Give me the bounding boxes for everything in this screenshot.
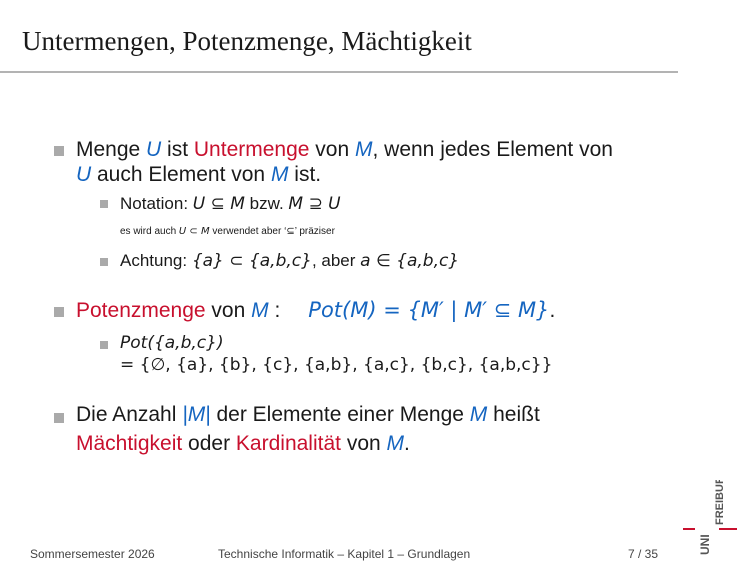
- text: , aber: [311, 251, 361, 270]
- pot-example-line-2: = {∅, {a}, {b}, {c}, {a,b}, {a,c}, {b,c}, {a,b,c}}: [120, 355, 553, 375]
- title-divider: [0, 71, 678, 73]
- text: oder: [182, 432, 236, 455]
- text: von: [340, 432, 387, 455]
- text: der Elemente einer Menge: [210, 403, 470, 426]
- slide-title: Untermengen, Potenzmenge, Mächtigkeit: [22, 26, 472, 56]
- footer-page-number: 7 / 35: [628, 547, 659, 561]
- footer-course: Technische Informatik – Kapitel 1 – Grundlagen: [218, 547, 471, 561]
- sub-bullet-marker: [100, 200, 108, 208]
- text: Notation:: [120, 194, 193, 213]
- term-maechtigkeit: Mächtigkeit: [76, 432, 183, 455]
- footer-semester: Sommersemester 2026: [30, 547, 155, 561]
- text: heißt: [487, 403, 540, 426]
- bullet-marker: [54, 307, 64, 317]
- bullet-1-line-1: [76, 138, 613, 162]
- text: bzw.: [244, 194, 289, 213]
- sub-bullet-marker: [100, 341, 108, 349]
- sub-bullet-marker: [100, 258, 108, 266]
- math-var: U: [76, 163, 92, 186]
- math-var: M: [270, 163, 289, 186]
- term-untermenge: Untermenge: [193, 138, 310, 161]
- math-var: M: [386, 432, 405, 455]
- text: ist.: [288, 163, 322, 186]
- text: von: [205, 299, 252, 322]
- term-kardinalitaet: Kardinalität: [235, 432, 341, 455]
- text: :: [268, 299, 281, 322]
- bullet-3-line-1: [76, 403, 540, 427]
- text: von: [309, 138, 355, 161]
- math-var: U: [146, 138, 162, 161]
- term-potenzmenge: Potenzmenge: [76, 299, 206, 322]
- bullet-2-line: [76, 298, 555, 323]
- powerset-formula: Pot(M) = {M′ | M′ ⊆ M}: [308, 298, 550, 322]
- bullet-1-line-2: [76, 163, 321, 187]
- math-expression: a ∈ {a,b,c}: [360, 251, 460, 271]
- text: , wenn jedes Element von: [372, 138, 613, 161]
- text: Achtung:: [120, 251, 192, 270]
- math-expression: {a} ⊂ {a,b,c}: [191, 251, 312, 271]
- logo-text-freiburg: FREIBURG: [714, 480, 726, 525]
- notation-line: [120, 194, 341, 214]
- bullet-3-line-2: [76, 432, 410, 456]
- math-expression: U ⊆ M: [192, 194, 245, 214]
- math-expression: |M|: [182, 403, 211, 426]
- text: Menge: [76, 138, 147, 161]
- bullet-marker: [54, 146, 64, 156]
- logo-text-uni: UNI: [698, 534, 712, 555]
- math-var: M: [469, 403, 488, 426]
- math-expression: U ⊂ M: [178, 226, 210, 237]
- text: .: [549, 299, 556, 322]
- text: .: [404, 432, 410, 455]
- uni-freiburg-logo: [683, 480, 743, 560]
- bullet-marker: [54, 413, 64, 423]
- text: verwendet aber ‘⊆’ präziser: [209, 226, 335, 237]
- achtung-line: [120, 251, 459, 271]
- math-var: M: [354, 138, 373, 161]
- text: es wird auch: [120, 226, 179, 237]
- notation-note: [120, 226, 335, 237]
- text: auch Element von: [91, 163, 271, 186]
- math-var: M: [251, 299, 269, 322]
- math-expression: M ⊇ U: [288, 194, 341, 214]
- text: ist: [161, 138, 194, 161]
- text: Die Anzahl: [76, 403, 183, 426]
- pot-example-line-1: Pot({a,b,c}): [120, 333, 224, 353]
